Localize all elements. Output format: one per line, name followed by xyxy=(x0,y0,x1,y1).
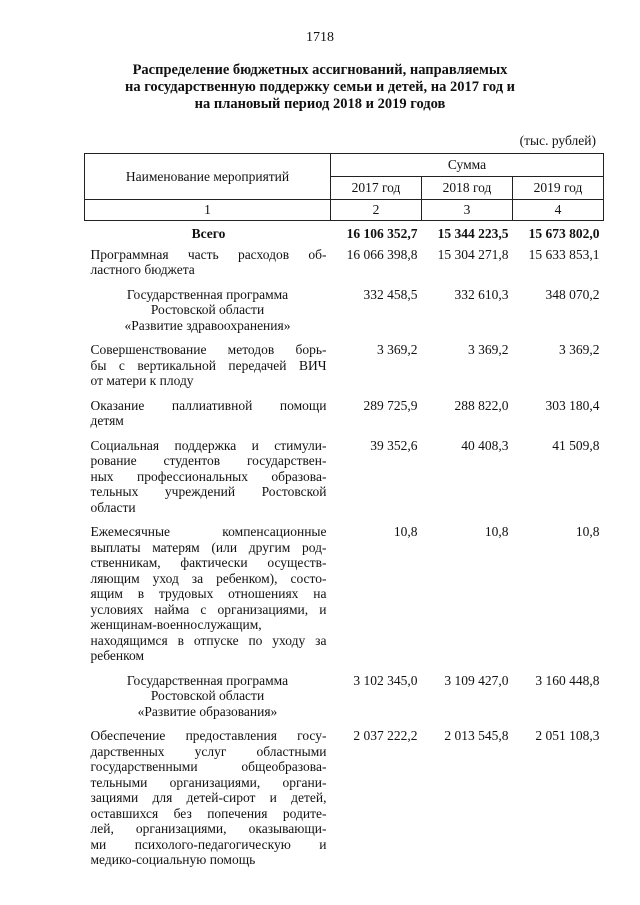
program-row xyxy=(85,673,604,729)
table-row xyxy=(85,398,604,438)
table-row xyxy=(85,524,604,673)
row-name xyxy=(85,728,331,877)
table-row xyxy=(85,342,604,398)
row-name-line: ственникам, фактически осуществ- xyxy=(90,555,327,570)
column-number: 3 xyxy=(422,200,513,221)
row-name-line: зациями для детей-сирот и детей, xyxy=(90,790,327,805)
row-value-2018: 288 822,0 xyxy=(454,397,509,413)
row-value-2018: 10,8 xyxy=(484,524,509,539)
row-name xyxy=(85,287,331,343)
row-value-2019: 41 509,8 xyxy=(552,437,600,453)
row-name xyxy=(85,342,331,398)
total-value-2018: 15 344 223,5 xyxy=(437,226,509,241)
row-name-line: женщинам-военнослужащим, xyxy=(90,617,262,632)
row-value-2018: 3 109 427,0 xyxy=(444,672,509,688)
row-name-line: Обеспечение предоставления госу- xyxy=(90,728,327,743)
row-name-line: Ростовской области xyxy=(150,302,265,317)
total-value-2019: 15 673 802,0 xyxy=(528,226,600,241)
row-value-2019: 10,8 xyxy=(575,524,600,539)
row-value-2019: 2 051 108,3 xyxy=(535,728,600,743)
unit-label: (тыс. рублей) xyxy=(519,133,596,148)
row-name xyxy=(85,673,331,729)
table-row xyxy=(85,438,604,525)
total-value-2017: 16 106 352,7 xyxy=(346,226,418,241)
row-name-line: области xyxy=(90,499,136,515)
row-value-2019: 3 369,2 xyxy=(559,342,600,357)
row-name-line: тельных учреждений Ростовской xyxy=(90,484,327,499)
budget-table-wrapper xyxy=(84,153,603,877)
budget-table xyxy=(84,153,604,877)
row-name-line: ребенком xyxy=(90,648,145,663)
title-line: на государственную поддержку семьи и детей, на 2017 год и xyxy=(124,79,516,95)
header-name: Наименование мероприятий xyxy=(85,154,331,200)
row-name-line: ляющим уход за ребенком), состо- xyxy=(90,570,327,586)
header-year: 2019 год xyxy=(513,177,604,200)
header-year: 2018 год xyxy=(422,177,513,200)
header-sum: Сумма xyxy=(331,154,604,177)
total-label: Всего xyxy=(191,226,226,241)
title-line: на плановый период 2018 и 2019 годов xyxy=(194,96,446,112)
row-value-2017: 39 352,6 xyxy=(370,437,418,453)
row-value-2017: 332 458,5 xyxy=(363,286,418,302)
row-name xyxy=(85,398,331,438)
row-name-line: ластного бюджета xyxy=(90,262,195,277)
document-title xyxy=(60,62,580,113)
row-value-2019: 3 160 448,8 xyxy=(535,672,600,688)
row-value-2018: 3 369,2 xyxy=(468,342,509,357)
row-name xyxy=(85,247,331,287)
row-value-2017: 10,8 xyxy=(393,524,418,539)
row-name-line: находящимся в отпуске по уходу за xyxy=(90,632,327,648)
row-name-line: условиях найма с организациями, и xyxy=(90,601,327,617)
table-row xyxy=(85,247,604,287)
row-value-2017: 3 102 345,0 xyxy=(353,672,418,688)
total-row xyxy=(85,221,604,247)
row-name-line: Ежемесячные компенсационные xyxy=(90,524,327,539)
row-value-2018: 40 408,3 xyxy=(461,437,509,453)
row-value-2017: 289 725,9 xyxy=(363,397,418,413)
row-name-line: государственными общеобразова- xyxy=(90,759,327,774)
row-name-line: Ростовской области xyxy=(150,688,265,703)
row-value-2019: 15 633 853,1 xyxy=(528,246,600,262)
row-name-line: Государственная программа xyxy=(126,286,289,302)
table-header xyxy=(85,154,604,221)
row-name-line: выплаты матерям (или другим род- xyxy=(90,539,327,555)
row-value-2018: 15 304 271,8 xyxy=(437,246,509,262)
row-name-line: от матери к плоду xyxy=(90,373,194,388)
row-name-line: «Развитие здравоохранения» xyxy=(124,317,291,333)
row-value-2019: 303 180,4 xyxy=(545,397,600,413)
row-name-line: медико-социальную помощь xyxy=(90,852,256,867)
row-name-line: оставшихся без попечения родите- xyxy=(90,805,327,821)
row-name-line: ящим в трудовых отношениях на xyxy=(90,586,327,601)
header-year: 2017 год xyxy=(331,177,422,200)
row-name-line: Программная часть расходов об- xyxy=(90,246,327,262)
column-number: 4 xyxy=(513,200,604,221)
column-number: 2 xyxy=(331,200,422,221)
row-name-line: Государственная программа xyxy=(126,672,289,688)
table-body xyxy=(85,221,604,877)
row-name-line: рование студентов государствен- xyxy=(90,453,327,468)
row-name-line: лей, организациями, оказывающи- xyxy=(90,821,327,836)
title-line: Распределение бюджетных ассигнований, направляемых xyxy=(132,62,508,78)
row-name-line: Совершенствование методов борь- xyxy=(90,342,327,357)
column-number: 1 xyxy=(85,200,331,221)
page-number: 1718 xyxy=(306,30,334,45)
row-value-2019: 348 070,2 xyxy=(545,286,600,302)
row-value-2017: 16 066 398,8 xyxy=(346,246,418,262)
row-value-2017: 3 369,2 xyxy=(377,342,418,357)
row-name-line: детям xyxy=(90,413,124,428)
row-name-line: ных профессиональных образова- xyxy=(90,468,327,484)
row-name-line: «Развитие образования» xyxy=(137,703,278,719)
row-name-line: дарственных услуг областными xyxy=(90,743,327,759)
row-value-2018: 332 610,3 xyxy=(454,286,509,302)
row-name-line: Оказание паллиативной помощи xyxy=(90,397,327,413)
row-name xyxy=(85,524,331,673)
program-row xyxy=(85,287,604,343)
row-value-2018: 2 013 545,8 xyxy=(444,728,509,743)
row-name-line: тельными организациями, органи- xyxy=(90,774,327,790)
row-name-line: ми психолого-педагогическую и xyxy=(90,836,327,852)
row-value-2017: 2 037 222,2 xyxy=(353,728,418,743)
row-name xyxy=(85,438,331,525)
row-name-line: Социальная поддержка и стимули- xyxy=(90,437,327,453)
row-name-line: бы с вертикальной передачей ВИЧ xyxy=(90,357,327,373)
table-row xyxy=(85,728,604,877)
